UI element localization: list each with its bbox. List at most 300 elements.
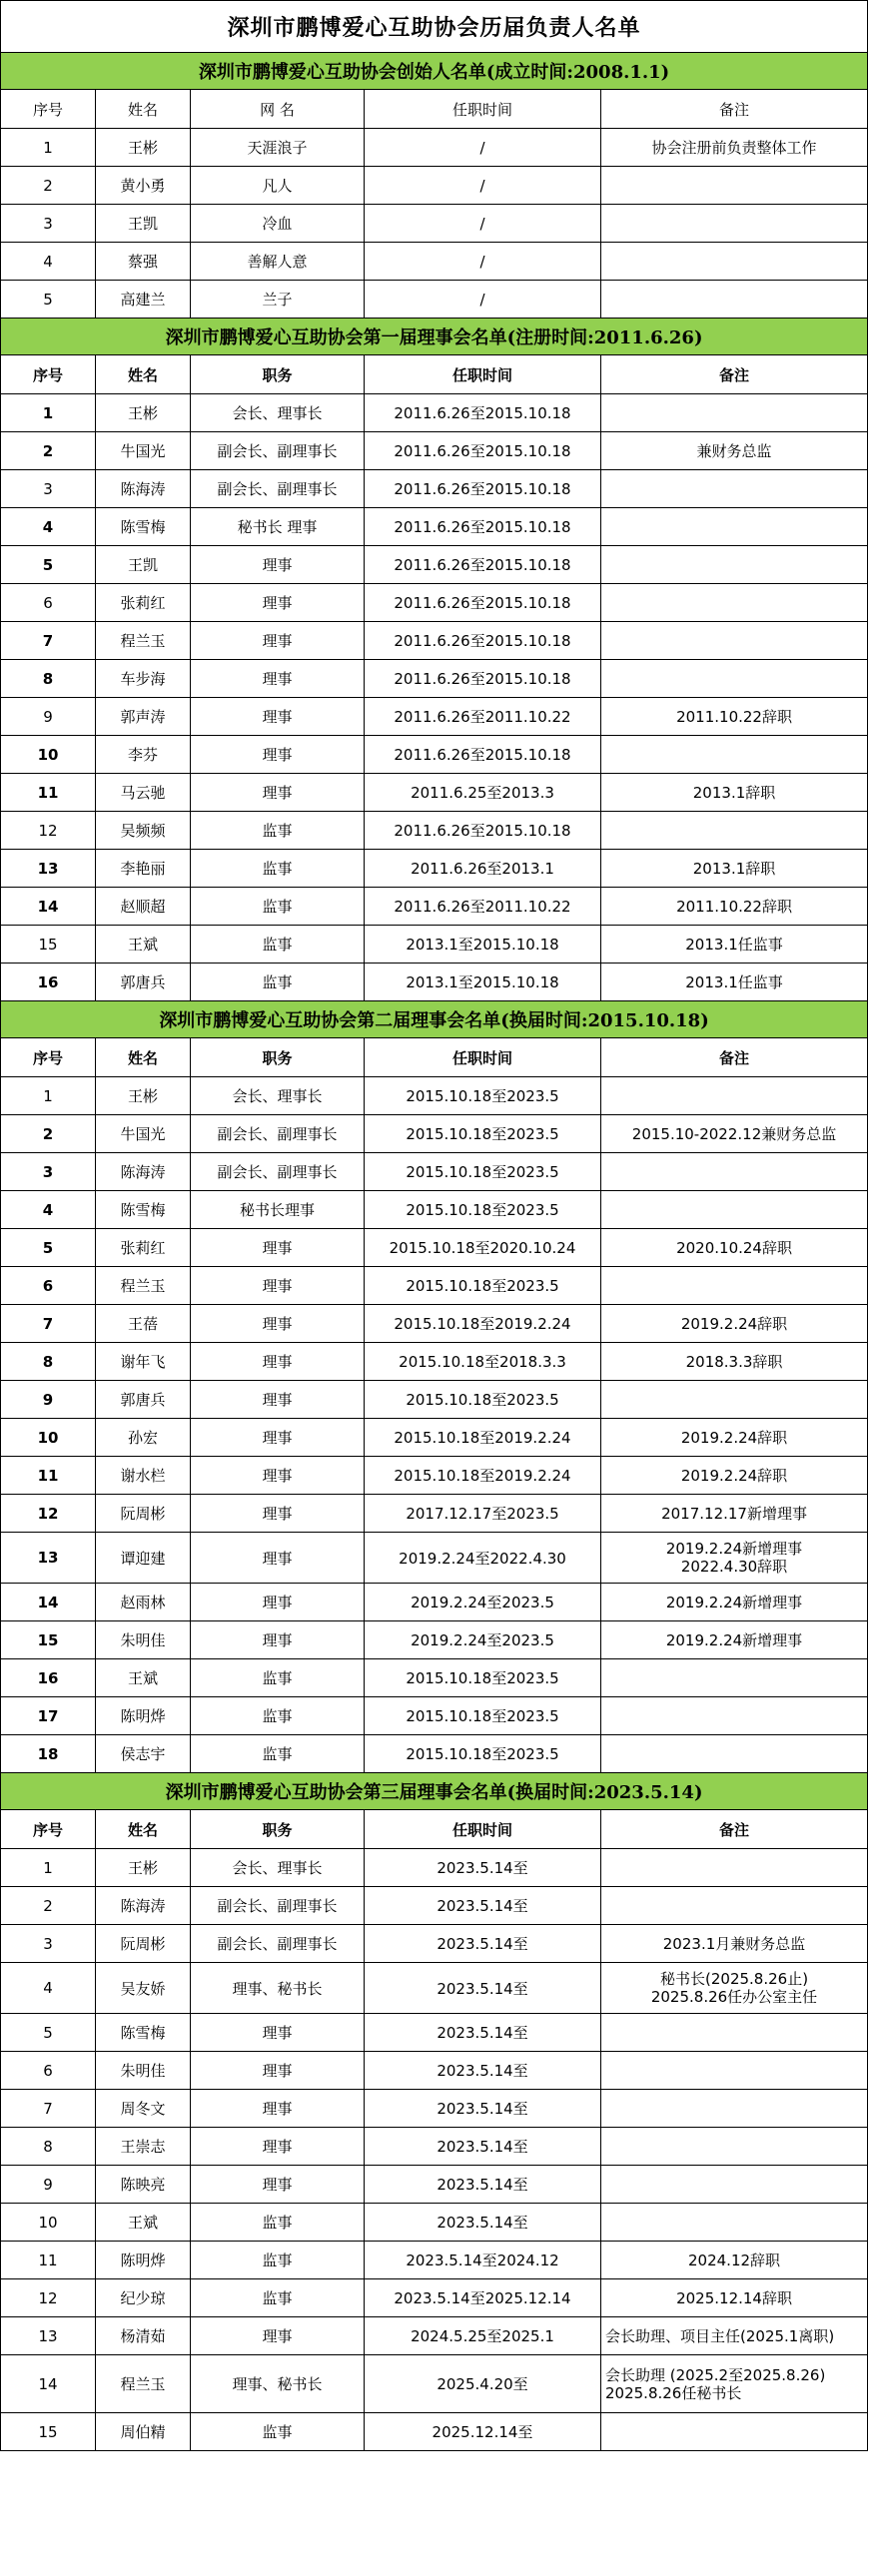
cell-term: 2023.5.14至 xyxy=(365,2014,601,2052)
cell-role: 理事 xyxy=(191,1229,365,1267)
cell-note xyxy=(601,470,868,508)
cell-role: 秘书长理事 xyxy=(191,1191,365,1229)
cell-note: 2019.2.24辞职 xyxy=(601,1305,868,1343)
table-header-row xyxy=(1,90,868,129)
table-row xyxy=(1,1849,868,1887)
cell-name: 王彬 xyxy=(96,1849,191,1887)
cell-name: 谭迎建 xyxy=(96,1533,191,1584)
cell-note: 2013.1辞职 xyxy=(601,850,868,888)
cell-note: 2020.10.24辞职 xyxy=(601,1229,868,1267)
table-row xyxy=(1,2166,868,2204)
table-row xyxy=(1,1457,868,1495)
cell-name: 张莉红 xyxy=(96,1229,191,1267)
table-row xyxy=(1,1229,868,1267)
column-header-note: 备注 xyxy=(601,90,868,129)
column-header-role: 职务 xyxy=(191,1038,365,1077)
cell-name: 郭声涛 xyxy=(96,698,191,736)
cell-role: 监事 xyxy=(191,926,365,964)
cell-role: 凡人 xyxy=(191,167,365,205)
cell-note: 兼财务总监 xyxy=(601,432,868,470)
column-header-term: 任职时间 xyxy=(365,90,601,129)
cell-name: 王崇志 xyxy=(96,2128,191,2166)
cell-name: 陈海涛 xyxy=(96,1887,191,1925)
cell-seq: 13 xyxy=(1,2317,96,2355)
cell-note: 2011.10.22辞职 xyxy=(601,888,868,926)
cell-seq: 3 xyxy=(1,205,96,243)
table-row xyxy=(1,243,868,281)
cell-role: 理事 xyxy=(191,1495,365,1533)
cell-role: 监事 xyxy=(191,1659,365,1697)
cell-note xyxy=(601,2166,868,2204)
cell-term: / xyxy=(365,129,601,167)
cell-role: 副会长、副理事长 xyxy=(191,432,365,470)
cell-term: 2023.5.14至2024.12 xyxy=(365,2242,601,2279)
table-row xyxy=(1,1305,868,1343)
cell-seq: 1 xyxy=(1,129,96,167)
cell-role: 理事 xyxy=(191,1305,365,1343)
cell-note xyxy=(601,167,868,205)
cell-term: 2015.10.18至2020.10.24 xyxy=(365,1229,601,1267)
cell-role: 监事 xyxy=(191,888,365,926)
cell-seq: 15 xyxy=(1,1621,96,1659)
cell-term: / xyxy=(365,205,601,243)
table-row xyxy=(1,584,868,622)
table-row xyxy=(1,129,868,167)
column-header-name: 姓名 xyxy=(96,1810,191,1849)
cell-note xyxy=(601,205,868,243)
cell-note xyxy=(601,584,868,622)
cell-role: 副会长、副理事长 xyxy=(191,1115,365,1153)
table-row xyxy=(1,2317,868,2355)
cell-name: 黄小勇 xyxy=(96,167,191,205)
table-row xyxy=(1,1267,868,1305)
cell-term: 2013.1至2015.10.18 xyxy=(365,964,601,1001)
cell-note xyxy=(601,2128,868,2166)
cell-term: 2025.4.20至 xyxy=(365,2355,601,2413)
cell-name: 陈海涛 xyxy=(96,470,191,508)
cell-role: 理事 xyxy=(191,2052,365,2090)
column-header-seq: 序号 xyxy=(1,355,96,394)
cell-term: 2013.1至2015.10.18 xyxy=(365,926,601,964)
sheet-title: 深圳市鹏博爱心互助协会历届负责人名单 xyxy=(1,1,868,53)
cell-role: 会长、理事长 xyxy=(191,1849,365,1887)
column-header-note: 备注 xyxy=(601,1038,868,1077)
cell-role: 理事 xyxy=(191,546,365,584)
table-row xyxy=(1,1621,868,1659)
table-row xyxy=(1,1584,868,1621)
cell-role: 冷血 xyxy=(191,205,365,243)
cell-note: 2023.1月兼财务总监 xyxy=(601,1925,868,1963)
table-row xyxy=(1,1925,868,1963)
cell-term: 2015.10.18至2019.2.24 xyxy=(365,1305,601,1343)
cell-seq: 18 xyxy=(1,1735,96,1773)
cell-seq: 4 xyxy=(1,508,96,546)
cell-term: 2011.6.26至2015.10.18 xyxy=(365,546,601,584)
cell-name: 陈雪梅 xyxy=(96,1191,191,1229)
cell-name: 赵雨林 xyxy=(96,1584,191,1621)
cell-seq: 6 xyxy=(1,1267,96,1305)
cell-role: 理事 xyxy=(191,2166,365,2204)
table-row xyxy=(1,432,868,470)
cell-term: 2023.5.14至 xyxy=(365,2090,601,2128)
cell-note xyxy=(601,2413,868,2451)
cell-seq: 2 xyxy=(1,1115,96,1153)
cell-seq: 4 xyxy=(1,1963,96,2014)
section-title-row xyxy=(1,1773,868,1810)
cell-term: 2023.5.14至 xyxy=(365,2166,601,2204)
cell-term: 2011.6.26至2015.10.18 xyxy=(365,812,601,850)
cell-note xyxy=(601,2052,868,2090)
table-row xyxy=(1,1191,868,1229)
cell-note: 2025.12.14辞职 xyxy=(601,2279,868,2317)
cell-term: 2015.10.18至2023.5 xyxy=(365,1697,601,1735)
table-row xyxy=(1,850,868,888)
cell-term: / xyxy=(365,167,601,205)
cell-seq: 14 xyxy=(1,888,96,926)
table-row xyxy=(1,622,868,660)
cell-seq: 14 xyxy=(1,1584,96,1621)
cell-note xyxy=(601,2204,868,2242)
cell-term: 2023.5.14至 xyxy=(365,1887,601,1925)
cell-term: 2017.12.17至2023.5 xyxy=(365,1495,601,1533)
cell-term: 2011.6.26至2015.10.18 xyxy=(365,432,601,470)
cell-name: 程兰玉 xyxy=(96,2355,191,2413)
cell-note: 2018.3.3辞职 xyxy=(601,1343,868,1381)
cell-seq: 2 xyxy=(1,1887,96,1925)
table-row xyxy=(1,964,868,1001)
cell-term: 2015.10.18至2023.5 xyxy=(365,1267,601,1305)
cell-note: 2024.12辞职 xyxy=(601,2242,868,2279)
cell-role: 理事、秘书长 xyxy=(191,1963,365,2014)
cell-role: 理事 xyxy=(191,2128,365,2166)
column-header-seq: 序号 xyxy=(1,1038,96,1077)
section-title: 深圳市鹏博爱心互助协会第二届理事会名单(换届时间:2015.10.18) xyxy=(1,1001,868,1038)
table-row xyxy=(1,2355,868,2413)
cell-role: 兰子 xyxy=(191,281,365,319)
cell-name: 马云驰 xyxy=(96,774,191,812)
cell-note: 秘书长(2025.8.26止) 2025.8.26任办公室主任 xyxy=(601,1963,868,2014)
cell-note xyxy=(601,660,868,698)
cell-note: 2013.1任监事 xyxy=(601,964,868,1001)
cell-note xyxy=(601,1191,868,1229)
cell-name: 王彬 xyxy=(96,394,191,432)
cell-seq: 4 xyxy=(1,1191,96,1229)
table-row xyxy=(1,2279,868,2317)
cell-seq: 15 xyxy=(1,926,96,964)
table-row xyxy=(1,888,868,926)
cell-seq: 1 xyxy=(1,1849,96,1887)
cell-term: 2019.2.24至2022.4.30 xyxy=(365,1533,601,1584)
cell-term: 2011.6.25至2013.3 xyxy=(365,774,601,812)
cell-role: 理事 xyxy=(191,1419,365,1457)
section-title: 深圳市鹏博爱心互助协会第一届理事会名单(注册时间:2011.6.26) xyxy=(1,319,868,355)
cell-role: 天涯浪子 xyxy=(191,129,365,167)
cell-role: 理事 xyxy=(191,584,365,622)
cell-name: 王蓓 xyxy=(96,1305,191,1343)
cell-role: 理事 xyxy=(191,1267,365,1305)
cell-name: 吴频频 xyxy=(96,812,191,850)
cell-seq: 10 xyxy=(1,736,96,774)
cell-note xyxy=(601,394,868,432)
table-row xyxy=(1,394,868,432)
table-row xyxy=(1,2204,868,2242)
cell-role: 监事 xyxy=(191,2242,365,2279)
cell-term: 2025.12.14至 xyxy=(365,2413,601,2451)
cell-name: 牛国光 xyxy=(96,1115,191,1153)
table-row xyxy=(1,1153,868,1191)
cell-name: 赵顺超 xyxy=(96,888,191,926)
table-row xyxy=(1,470,868,508)
section-title: 深圳市鹏博爱心互助协会创始人名单(成立时间:2008.1.1) xyxy=(1,53,868,90)
table-row xyxy=(1,660,868,698)
cell-term: 2011.6.26至2015.10.18 xyxy=(365,584,601,622)
cell-name: 陈明烨 xyxy=(96,2242,191,2279)
cell-note: 2019.2.24新增理事 xyxy=(601,1621,868,1659)
cell-seq: 3 xyxy=(1,1153,96,1191)
cell-term: 2015.10.18至2023.5 xyxy=(365,1115,601,1153)
column-header-name: 姓名 xyxy=(96,1038,191,1077)
cell-note xyxy=(601,1735,868,1773)
cell-seq: 13 xyxy=(1,850,96,888)
table-row xyxy=(1,1115,868,1153)
cell-name: 王斌 xyxy=(96,1659,191,1697)
column-header-term: 任职时间 xyxy=(365,1810,601,1849)
cell-seq: 5 xyxy=(1,1229,96,1267)
cell-note: 2019.2.24新增理事 2022.4.30辞职 xyxy=(601,1533,868,1584)
cell-term: 2015.10.18至2023.5 xyxy=(365,1077,601,1115)
cell-seq: 3 xyxy=(1,1925,96,1963)
cell-term: 2011.6.26至2015.10.18 xyxy=(365,622,601,660)
cell-term: 2011.6.26至2015.10.18 xyxy=(365,660,601,698)
cell-seq: 12 xyxy=(1,1495,96,1533)
cell-name: 阮周彬 xyxy=(96,1925,191,1963)
cell-note: 2011.10.22辞职 xyxy=(601,698,868,736)
cell-name: 周伯精 xyxy=(96,2413,191,2451)
cell-note: 会长助理、项目主任(2025.1离职) xyxy=(601,2317,868,2355)
cell-role: 理事 xyxy=(191,736,365,774)
cell-term: 2011.6.26至2015.10.18 xyxy=(365,508,601,546)
column-header-role: 职务 xyxy=(191,355,365,394)
cell-name: 郭唐兵 xyxy=(96,1381,191,1419)
table-row xyxy=(1,2090,868,2128)
table-row xyxy=(1,205,868,243)
cell-term: 2011.6.26至2015.10.18 xyxy=(365,394,601,432)
section-title-row xyxy=(1,1001,868,1038)
cell-seq: 10 xyxy=(1,2204,96,2242)
cell-role: 监事 xyxy=(191,2413,365,2451)
column-header-note: 备注 xyxy=(601,1810,868,1849)
cell-note: 2019.2.24辞职 xyxy=(601,1419,868,1457)
table-row xyxy=(1,1381,868,1419)
table-row xyxy=(1,1887,868,1925)
cell-note xyxy=(601,2090,868,2128)
cell-term: 2023.5.14至 xyxy=(365,1849,601,1887)
cell-name: 纪少琼 xyxy=(96,2279,191,2317)
cell-name: 程兰玉 xyxy=(96,622,191,660)
cell-note xyxy=(601,1381,868,1419)
column-header-term: 任职时间 xyxy=(365,355,601,394)
cell-role: 善解人意 xyxy=(191,243,365,281)
cell-term: 2019.2.24至2023.5 xyxy=(365,1621,601,1659)
table-row xyxy=(1,2014,868,2052)
cell-role: 监事 xyxy=(191,850,365,888)
cell-seq: 7 xyxy=(1,622,96,660)
cell-name: 李艳丽 xyxy=(96,850,191,888)
cell-seq: 9 xyxy=(1,698,96,736)
table-row xyxy=(1,1735,868,1773)
table-row xyxy=(1,698,868,736)
cell-role: 理事 xyxy=(191,2090,365,2128)
cell-note xyxy=(601,1887,868,1925)
cell-seq: 7 xyxy=(1,2090,96,2128)
table-row xyxy=(1,1419,868,1457)
cell-seq: 8 xyxy=(1,1343,96,1381)
cell-role: 理事 xyxy=(191,660,365,698)
table-row xyxy=(1,736,868,774)
cell-term: 2015.10.18至2023.5 xyxy=(365,1735,601,1773)
cell-term: 2011.6.26至2011.10.22 xyxy=(365,888,601,926)
cell-note xyxy=(601,1153,868,1191)
cell-note: 2019.2.24新增理事 xyxy=(601,1584,868,1621)
cell-term: 2015.10.18至2023.5 xyxy=(365,1191,601,1229)
cell-name: 杨清茹 xyxy=(96,2317,191,2355)
cell-term: 2023.5.14至 xyxy=(365,2052,601,2090)
cell-role: 理事 xyxy=(191,2014,365,2052)
cell-note: 2019.2.24辞职 xyxy=(601,1457,868,1495)
cell-name: 朱明佳 xyxy=(96,1621,191,1659)
cell-role: 理事 xyxy=(191,2317,365,2355)
cell-seq: 11 xyxy=(1,1457,96,1495)
table-row xyxy=(1,508,868,546)
cell-role: 监事 xyxy=(191,1735,365,1773)
cell-note: 会长助理 (2025.2至2025.8.26) 2025.8.26任秘书长 xyxy=(601,2355,868,2413)
cell-seq: 11 xyxy=(1,774,96,812)
table-row xyxy=(1,926,868,964)
cell-role: 理事 xyxy=(191,622,365,660)
column-header-seq: 序号 xyxy=(1,90,96,129)
cell-role: 副会长、副理事长 xyxy=(191,1887,365,1925)
column-header-role: 网 名 xyxy=(191,90,365,129)
cell-term: 2023.5.14至2025.12.14 xyxy=(365,2279,601,2317)
cell-role: 理事 xyxy=(191,1343,365,1381)
cell-term: 2015.10.18至2019.2.24 xyxy=(365,1457,601,1495)
cell-role: 监事 xyxy=(191,812,365,850)
cell-term: 2015.10.18至2023.5 xyxy=(365,1153,601,1191)
cell-term: / xyxy=(365,281,601,319)
cell-term: 2023.5.14至 xyxy=(365,1925,601,1963)
cell-term: 2011.6.26至2013.1 xyxy=(365,850,601,888)
table-row xyxy=(1,1963,868,2014)
cell-seq: 2 xyxy=(1,167,96,205)
cell-role: 理事 xyxy=(191,1381,365,1419)
cell-role: 理事 xyxy=(191,1621,365,1659)
cell-seq: 6 xyxy=(1,584,96,622)
cell-role: 副会长、副理事长 xyxy=(191,470,365,508)
cell-seq: 8 xyxy=(1,2128,96,2166)
cell-name: 陈海涛 xyxy=(96,1153,191,1191)
column-header-name: 姓名 xyxy=(96,90,191,129)
table-row xyxy=(1,2413,868,2451)
cell-name: 蔡强 xyxy=(96,243,191,281)
table-row xyxy=(1,546,868,584)
cell-seq: 13 xyxy=(1,1533,96,1584)
section-title: 深圳市鹏博爱心互助协会第三届理事会名单(换届时间:2023.5.14) xyxy=(1,1773,868,1810)
cell-seq: 10 xyxy=(1,1419,96,1457)
table-row xyxy=(1,1343,868,1381)
cell-role: 秘书长 理事 xyxy=(191,508,365,546)
cell-role: 理事 xyxy=(191,1584,365,1621)
cell-name: 王凯 xyxy=(96,546,191,584)
table-row xyxy=(1,1533,868,1584)
cell-name: 周冬文 xyxy=(96,2090,191,2128)
cell-note: 2013.1任监事 xyxy=(601,926,868,964)
section-title-row xyxy=(1,53,868,90)
cell-name: 高建兰 xyxy=(96,281,191,319)
cell-term: 2023.5.14至 xyxy=(365,1963,601,2014)
cell-note xyxy=(601,1267,868,1305)
cell-note xyxy=(601,281,868,319)
cell-seq: 7 xyxy=(1,1305,96,1343)
cell-role: 理事、秘书长 xyxy=(191,2355,365,2413)
cell-name: 谢水栏 xyxy=(96,1457,191,1495)
cell-seq: 9 xyxy=(1,1381,96,1419)
cell-name: 王斌 xyxy=(96,926,191,964)
cell-role: 理事 xyxy=(191,1457,365,1495)
cell-role: 会长、理事长 xyxy=(191,394,365,432)
cell-seq: 1 xyxy=(1,394,96,432)
cell-role: 理事 xyxy=(191,774,365,812)
cell-seq: 6 xyxy=(1,2052,96,2090)
cell-note xyxy=(601,736,868,774)
cell-seq: 2 xyxy=(1,432,96,470)
cell-seq: 5 xyxy=(1,281,96,319)
table-row xyxy=(1,1077,868,1115)
cell-role: 监事 xyxy=(191,964,365,1001)
cell-role: 副会长、副理事长 xyxy=(191,1153,365,1191)
column-header-note: 备注 xyxy=(601,355,868,394)
table-row xyxy=(1,2242,868,2279)
cell-seq: 16 xyxy=(1,964,96,1001)
cell-name: 程兰玉 xyxy=(96,1267,191,1305)
cell-term: 2023.5.14至 xyxy=(365,2128,601,2166)
column-header-seq: 序号 xyxy=(1,1810,96,1849)
cell-role: 监事 xyxy=(191,2204,365,2242)
cell-seq: 8 xyxy=(1,660,96,698)
cell-term: 2023.5.14至 xyxy=(365,2204,601,2242)
cell-note: 2017.12.17新增理事 xyxy=(601,1495,868,1533)
table-row xyxy=(1,1495,868,1533)
cell-term: 2011.6.26至2015.10.18 xyxy=(365,470,601,508)
cell-seq: 12 xyxy=(1,812,96,850)
cell-name: 阮周彬 xyxy=(96,1495,191,1533)
cell-seq: 16 xyxy=(1,1659,96,1697)
cell-name: 牛国光 xyxy=(96,432,191,470)
cell-seq: 5 xyxy=(1,546,96,584)
cell-role: 会长、理事长 xyxy=(191,1077,365,1115)
cell-seq: 11 xyxy=(1,2242,96,2279)
cell-name: 车步海 xyxy=(96,660,191,698)
table-header-row xyxy=(1,355,868,394)
cell-seq: 12 xyxy=(1,2279,96,2317)
table-row xyxy=(1,1659,868,1697)
cell-note xyxy=(601,2014,868,2052)
cell-term: 2015.10.18至2023.5 xyxy=(365,1381,601,1419)
table-header-row xyxy=(1,1038,868,1077)
cell-note xyxy=(601,1659,868,1697)
cell-note: 2015.10-2022.12兼财务总监 xyxy=(601,1115,868,1153)
sheet-title-row xyxy=(1,1,868,53)
cell-term: 2019.2.24至2023.5 xyxy=(365,1584,601,1621)
